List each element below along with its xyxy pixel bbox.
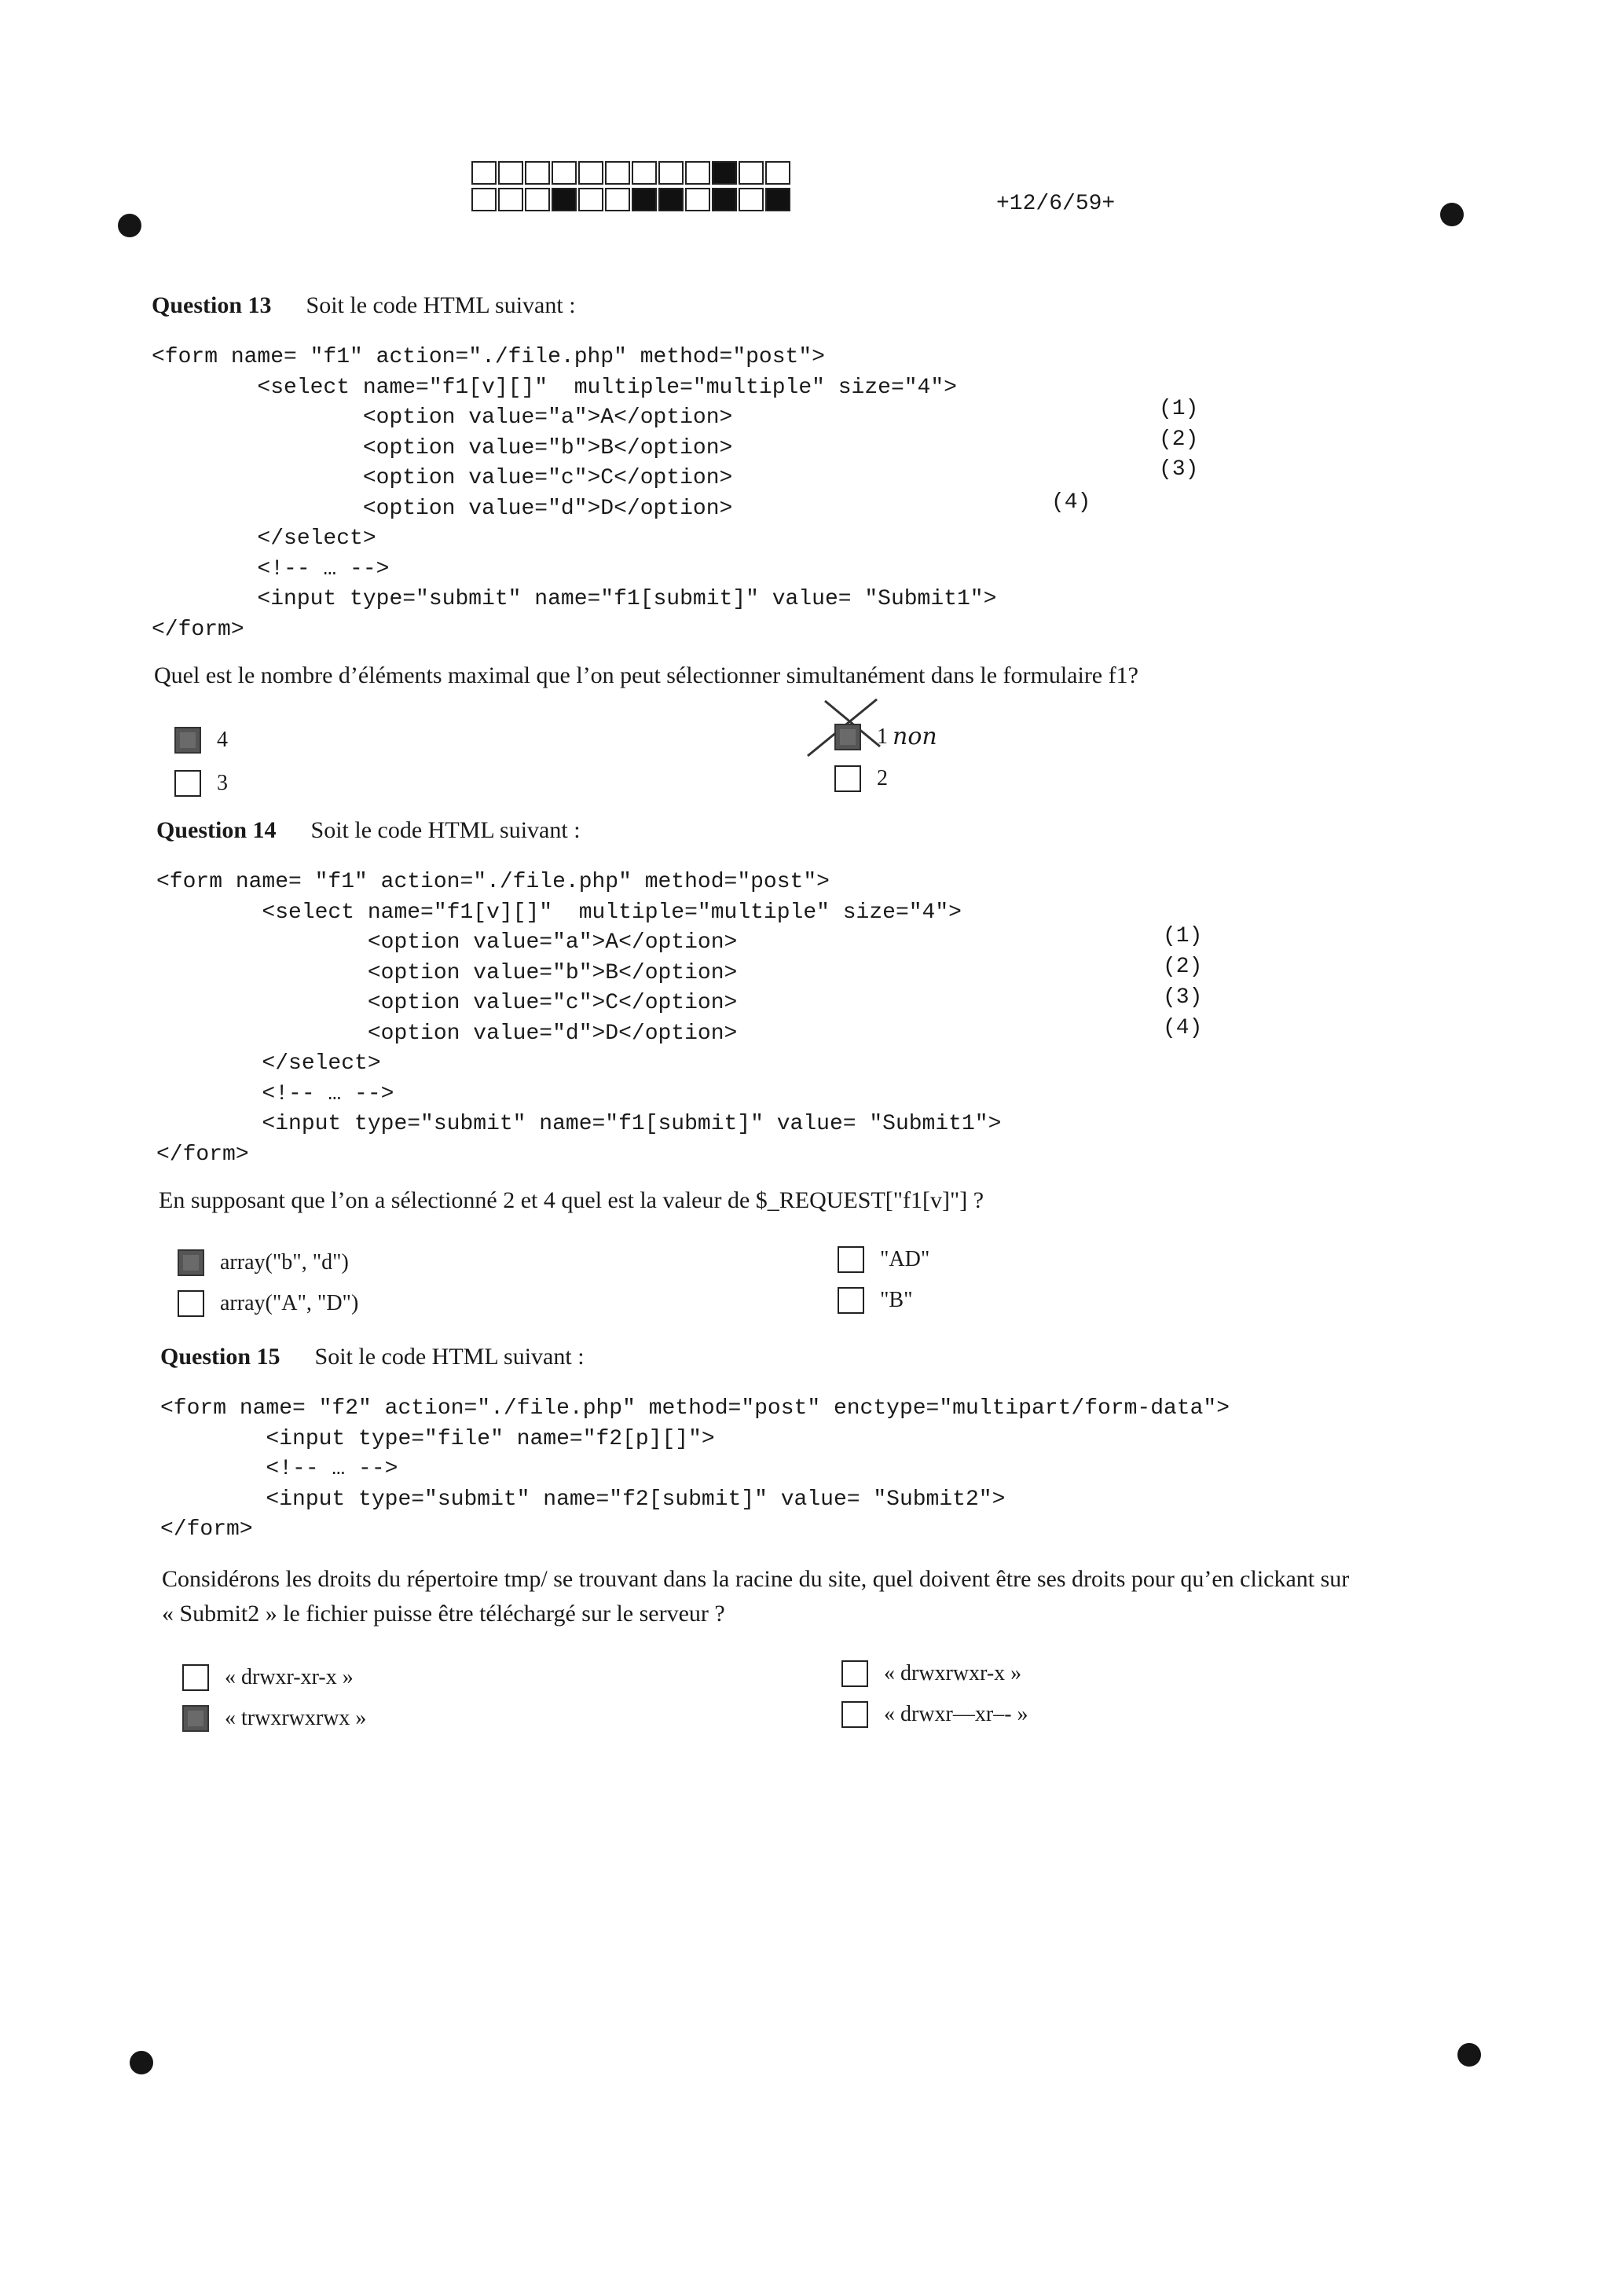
q15-option-drwxrwxr-x[interactable] bbox=[841, 1660, 1021, 1687]
q14-marker-2: (2) bbox=[1163, 955, 1203, 979]
student-id-grid bbox=[471, 161, 792, 215]
option-label: « drwxr—xr–- » bbox=[884, 1702, 1028, 1726]
q13-marker-1: (1) bbox=[1159, 397, 1199, 421]
q15-option-drwxr-xr-x[interactable] bbox=[182, 1664, 354, 1691]
checkbox[interactable] bbox=[834, 765, 861, 792]
checkbox[interactable] bbox=[838, 1287, 864, 1314]
q15-heading bbox=[160, 1344, 585, 1370]
option-label: « trwxrwxrwx » bbox=[225, 1706, 367, 1730]
option-label: 4 bbox=[217, 728, 228, 752]
id-grid-row-1 bbox=[471, 161, 792, 185]
id-cell-empty bbox=[578, 188, 603, 211]
id-cell-empty bbox=[525, 161, 550, 185]
id-cell-filled bbox=[712, 188, 737, 211]
q15-label: Question 15 bbox=[160, 1344, 280, 1370]
option-label: 3 bbox=[217, 771, 228, 795]
q13-title: Soit le code HTML suivant : bbox=[306, 292, 576, 318]
id-grid-row-2 bbox=[471, 188, 792, 211]
checkbox[interactable] bbox=[841, 1660, 868, 1687]
q14-label: Question 14 bbox=[156, 817, 277, 843]
option-label: 1 bbox=[877, 724, 888, 749]
id-cell-empty bbox=[525, 188, 550, 211]
id-cell-empty bbox=[605, 188, 630, 211]
option-label: 2 bbox=[877, 766, 888, 790]
id-cell-empty bbox=[605, 161, 630, 185]
id-cell-empty bbox=[765, 161, 790, 185]
q13-option-2[interactable] bbox=[834, 765, 888, 792]
option-label: array("A", "D") bbox=[220, 1291, 359, 1315]
q14-prompt: En supposant que l’on a sélectionné 2 et 4 quel est la valeur de $_REQUEST["f1[v]"] ? bbox=[159, 1187, 984, 1213]
page-id: +12/6/59+ bbox=[996, 192, 1116, 216]
q13-label: Question 13 bbox=[152, 292, 272, 318]
q14-marker-1: (1) bbox=[1163, 924, 1203, 948]
checkbox-filled[interactable] bbox=[182, 1705, 209, 1732]
registration-dot-top-left bbox=[118, 214, 141, 237]
checkbox-filled[interactable] bbox=[834, 724, 861, 750]
id-cell-filled bbox=[658, 188, 684, 211]
q14-title: Soit le code HTML suivant : bbox=[310, 817, 581, 843]
q13-marker-3: (3) bbox=[1159, 457, 1199, 482]
id-cell-empty bbox=[471, 188, 497, 211]
checkbox[interactable] bbox=[838, 1246, 864, 1273]
q15-option-trwxrwxrwx[interactable] bbox=[182, 1705, 366, 1732]
q13-heading bbox=[152, 292, 576, 319]
id-cell-empty bbox=[685, 188, 710, 211]
q13-option-1[interactable] bbox=[834, 723, 937, 750]
id-cell-filled bbox=[712, 161, 737, 185]
checkbox-filled[interactable] bbox=[178, 1249, 204, 1276]
checkbox[interactable] bbox=[174, 770, 201, 797]
q14-option-array-AD[interactable] bbox=[178, 1290, 358, 1317]
id-cell-empty bbox=[685, 161, 710, 185]
q15-option-drwxr-xr--[interactable] bbox=[841, 1701, 1028, 1728]
q14-marker-3: (3) bbox=[1163, 985, 1203, 1010]
q14-marker-4: (4) bbox=[1163, 1016, 1203, 1040]
id-cell-empty bbox=[658, 161, 684, 185]
registration-dot-bottom-right bbox=[1457, 2043, 1481, 2067]
id-cell-filled bbox=[632, 188, 657, 211]
id-cell-empty bbox=[471, 161, 497, 185]
option-label: "B" bbox=[880, 1288, 913, 1312]
option-label: « drwxrwxr-x » bbox=[884, 1661, 1022, 1685]
checkbox[interactable] bbox=[178, 1290, 204, 1317]
option-label: "AD" bbox=[880, 1247, 930, 1271]
q13-option-4[interactable] bbox=[174, 727, 228, 754]
id-cell-empty bbox=[632, 161, 657, 185]
id-cell-empty bbox=[552, 161, 577, 185]
id-cell-empty bbox=[739, 161, 764, 185]
id-cell-filled bbox=[765, 188, 790, 211]
id-cell-filled bbox=[552, 188, 577, 211]
q14-heading bbox=[156, 817, 581, 844]
option-label: array("b", "d") bbox=[220, 1250, 349, 1275]
checkbox[interactable] bbox=[182, 1664, 209, 1691]
q13-prompt: Quel est le nombre d’éléments maximal que l’on peut sélectionner simultanément dans le formulaire f1? bbox=[154, 662, 1138, 688]
q14-option-AD[interactable] bbox=[838, 1246, 929, 1273]
q13-code: <form name= "f1" action="./file.php" method="post"> <select name="f1[v][]" multiple="multiple" size="4"> <option value="a">A</option> <option value="b">B</option> <option value="c">C</option> <option value="d">D</option> </select> <!-- … --> <input type="submit" name="f1[submit]" value= "Submit1"> </form> bbox=[152, 345, 997, 642]
q14-option-array-bd[interactable] bbox=[178, 1249, 349, 1276]
id-cell-empty bbox=[739, 188, 764, 211]
option-label: « drwxr-xr-x » bbox=[225, 1665, 354, 1689]
q14-code: <form name= "f1" action="./file.php" method="post"> <select name="f1[v][]" multiple="multiple" size="4"> <option value="a">A</option> <option value="b">B</option> <option value="c">C</option> <option value="d">D</option> </select> <!-- … --> <input type="submit" name="f1[submit]" value= "Submit1"> </form> bbox=[156, 870, 1002, 1167]
q15-prompt-line-2: « Submit2 » le fichier puisse être téléchargé sur le serveur ? bbox=[162, 1601, 725, 1627]
q13-option-3[interactable] bbox=[174, 770, 228, 797]
q15-prompt-line-1: Considérons les droits du répertoire tmp/ se trouvant dans la racine du site, quel doivent être ses droits pour qu’en clickant sur bbox=[162, 1566, 1350, 1592]
q14-option-B[interactable] bbox=[838, 1287, 913, 1314]
q15-title: Soit le code HTML suivant : bbox=[314, 1344, 585, 1370]
id-cell-empty bbox=[498, 188, 523, 211]
q13-marker-4: (4) bbox=[1051, 490, 1091, 515]
checkbox-filled[interactable] bbox=[174, 727, 201, 754]
handwritten-annotation: non bbox=[893, 723, 937, 750]
registration-dot-bottom-left bbox=[130, 2051, 153, 2074]
id-cell-empty bbox=[578, 161, 603, 185]
q13-marker-2: (2) bbox=[1159, 427, 1199, 452]
checkbox[interactable] bbox=[841, 1701, 868, 1728]
registration-dot-top-right bbox=[1440, 203, 1464, 226]
id-cell-empty bbox=[498, 161, 523, 185]
q15-code: <form name= "f2" action="./file.php" method="post" enctype="multipart/form-data"> <input type="file" name="f2[p][]"> <!-- … --> <input type="submit" name="f2[submit]" value= "Submit2"> </form> bbox=[160, 1396, 1230, 1542]
